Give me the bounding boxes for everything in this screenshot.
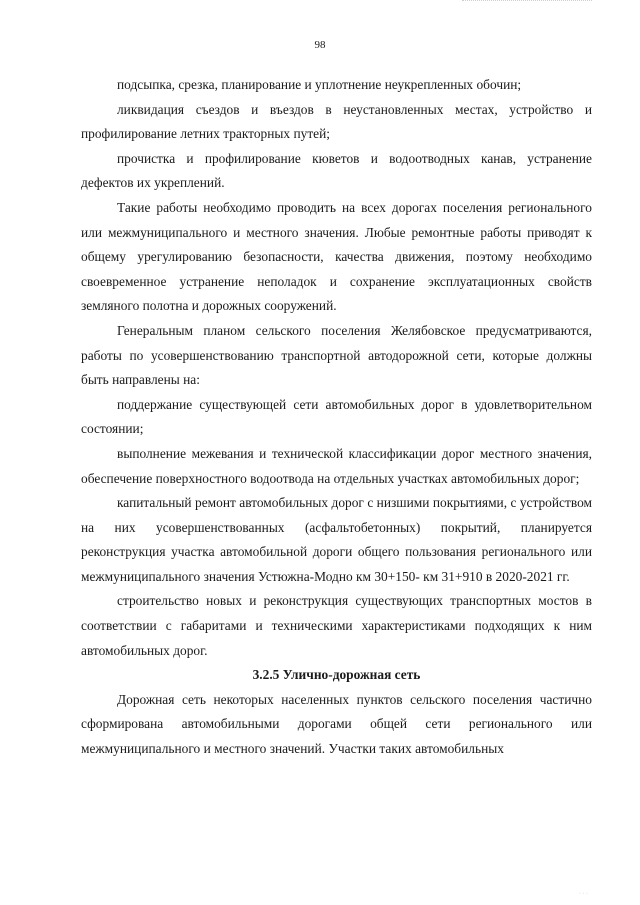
paragraph-ditch-cleaning: прочистка и профилирование кюветов и водоотводных канав, устранение дефектов их укреплений.	[81, 150, 592, 191]
page-number: 98	[314, 39, 326, 51]
paragraph-maintenance: поддержание существующей сети автомобильных дорог в удовлетворительном состоянии;	[81, 396, 592, 437]
paragraph-exits-removal: ликвидация съездов и въездов в неустановленных местах, устройство и профилирование летних тракторных путей;	[81, 101, 592, 142]
page-body	[81, 73, 592, 762]
paragraph-capital-repair: капитальный ремонт автомобильных дорог с низшими покрытиями, с устройством на них усовершенствованных (асфальтобетонных) покрытий, планируется реконструкция участка автомобильной дороги общего пользования регионального или межмуниципального значения Устюжна-Модно км 30+150- км 31+910 в 2020-2021 гг.	[81, 495, 592, 584]
paragraph-land-survey: выполнение межевания и технической классификации дорог местного значения, обеспечение поверхностного водоотвода на отдельных участках автомобильных дорог;	[81, 445, 592, 486]
paragraph-general-plan: Генеральным планом сельского поселения Желябовское предусматриваются, работы по усовершенствованию транспортной автодорожной сети, которые должны быть направлены на:	[81, 322, 592, 388]
paragraph-works-required: Такие работы необходимо проводить на всех дорогах поселения регионального или межмуниципального и местного значения. Любые ремонтные работы приводят к общему урегулированию безопасности, качества движения, поэтому необходимо своевременное устранение неполадок и сохранение эксплуатационных свойств земляного полотна и дорожных сооружений.	[81, 199, 592, 314]
scan-artifact-bottom: · · ·	[579, 891, 588, 897]
paragraph-shoulders: подсыпка, срезка, планирование и уплотнение неукрепленных обочин;	[117, 77, 522, 92]
paragraph-road-network: Дорожная сеть некоторых населенных пунктов сельского поселения частично сформирована автомобильными дорогами общей сети регионального или межмуниципального и местного значений. Участки таких автомобильных	[81, 691, 592, 757]
section-heading: 3.2.5 Улично-дорожная сеть	[252, 667, 421, 683]
scan-artifact-top	[462, 0, 592, 4]
paragraph-bridges: строительство новых и реконструкция существующих транспортных мостов в соответствии с габаритами и техническими характеристиками подходящих к ним автомобильных дорог.	[81, 593, 592, 658]
